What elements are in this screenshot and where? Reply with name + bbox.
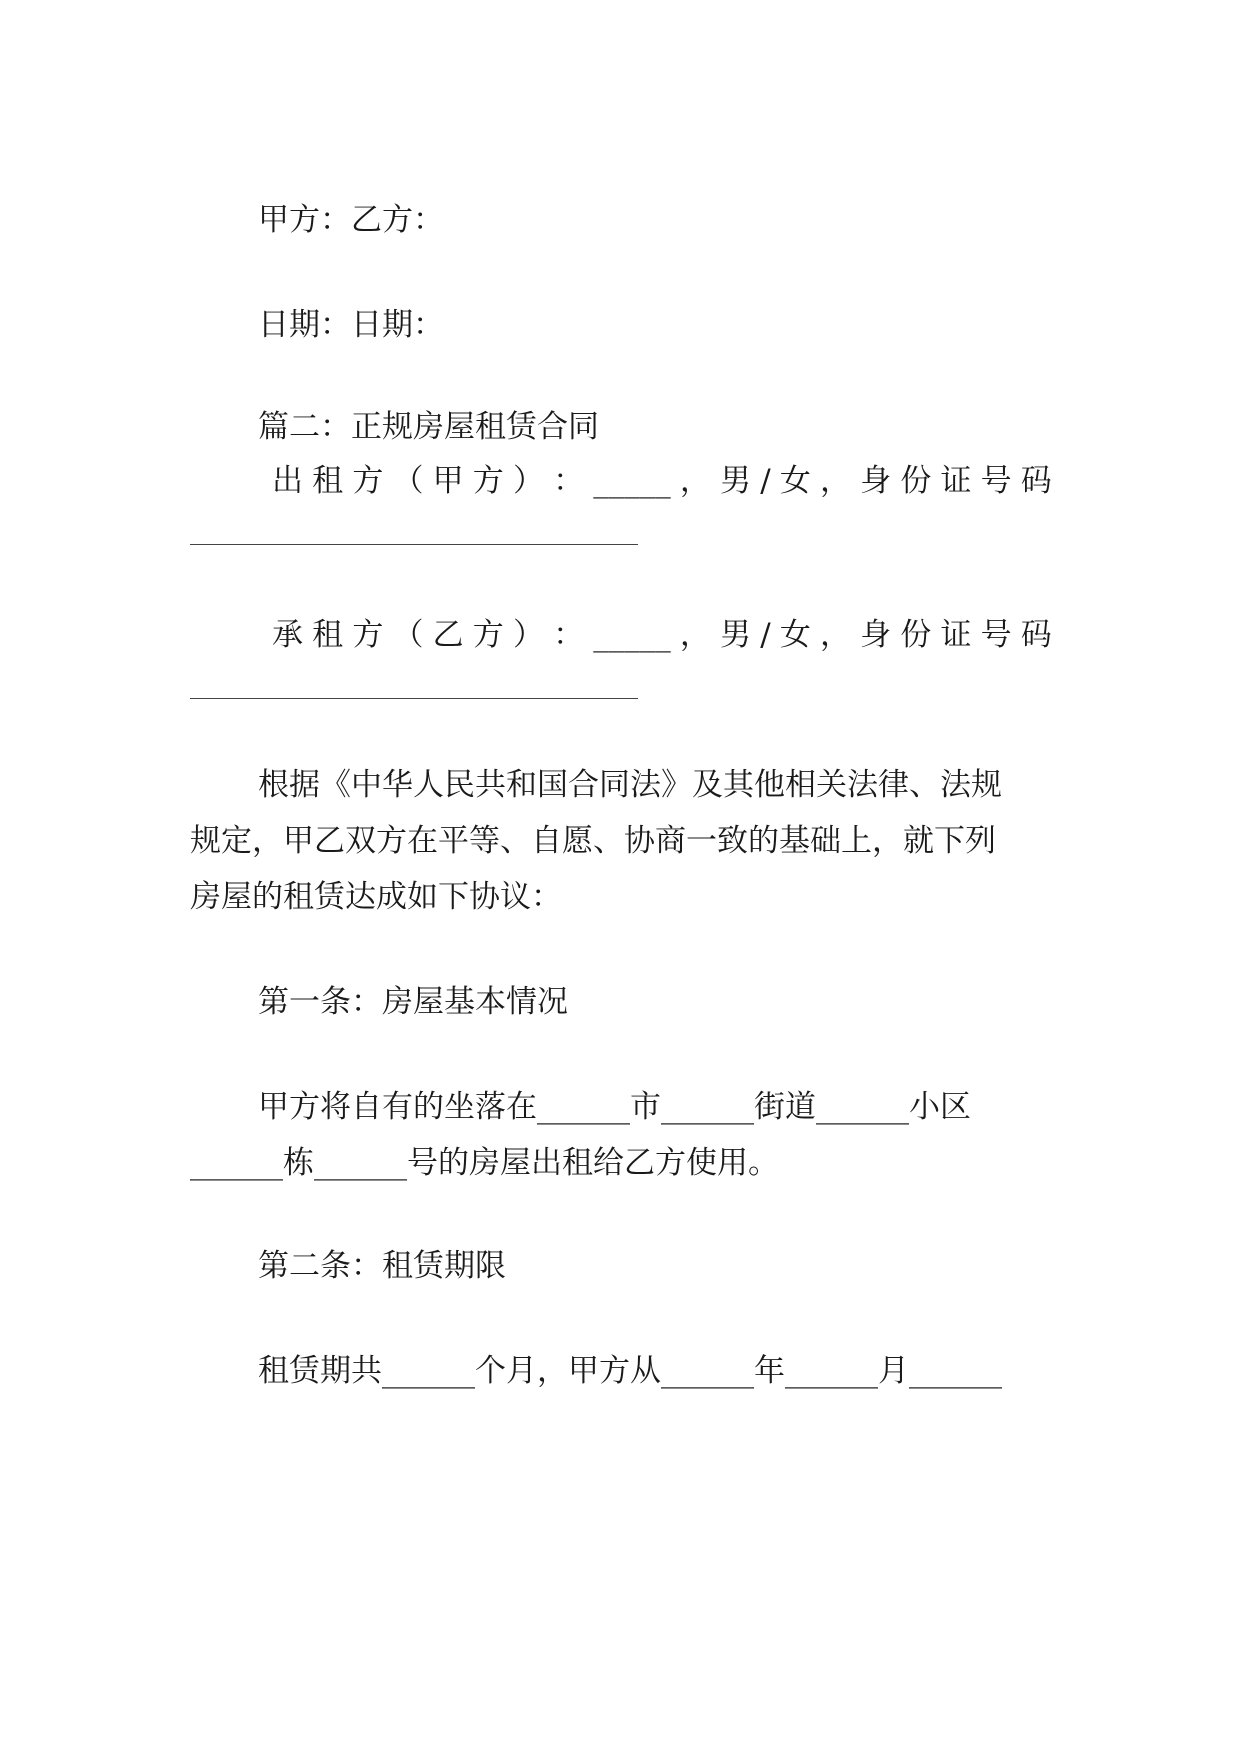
preamble-line-3: 房屋的租赁达成如下协议：	[190, 879, 562, 915]
preamble-line-1: 根据《中华人民共和国合同法》及其他相关法律、法规	[258, 767, 1002, 803]
signature-parties-line: 甲方：乙方：	[258, 202, 444, 238]
article-2-title: 第二条：租赁期限	[258, 1248, 506, 1284]
article-2-body-line-1: 租赁期共______个月，甲方从______年______月______	[258, 1353, 1002, 1389]
signature-dates-line: 日期：日期：	[258, 307, 444, 343]
lessee-line: 承 租 方 （ 乙 方 ） ： _____ ， 男 / 女 ， 身 份 证 号 码	[272, 617, 1052, 653]
article-1-body-line-2: ______栋______号的房屋出租给乙方使用。	[190, 1145, 779, 1181]
lessee-id-blank	[190, 698, 638, 699]
article-1-title: 第一条：房屋基本情况	[258, 984, 568, 1020]
article-1-body-line-1: 甲方将自有的坐落在______市______街道______小区	[258, 1089, 971, 1125]
lessor-line: 出 租 方 （ 甲 方 ） ： _____ ， 男 / 女 ， 身 份 证 号 码	[272, 463, 1052, 499]
preamble-line-2: 规定，甲乙双方在平等、自愿、协商一致的基础上，就下列	[190, 823, 996, 859]
section-title: 篇二：正规房屋租赁合同	[258, 409, 599, 445]
lessor-id-blank	[190, 544, 638, 545]
